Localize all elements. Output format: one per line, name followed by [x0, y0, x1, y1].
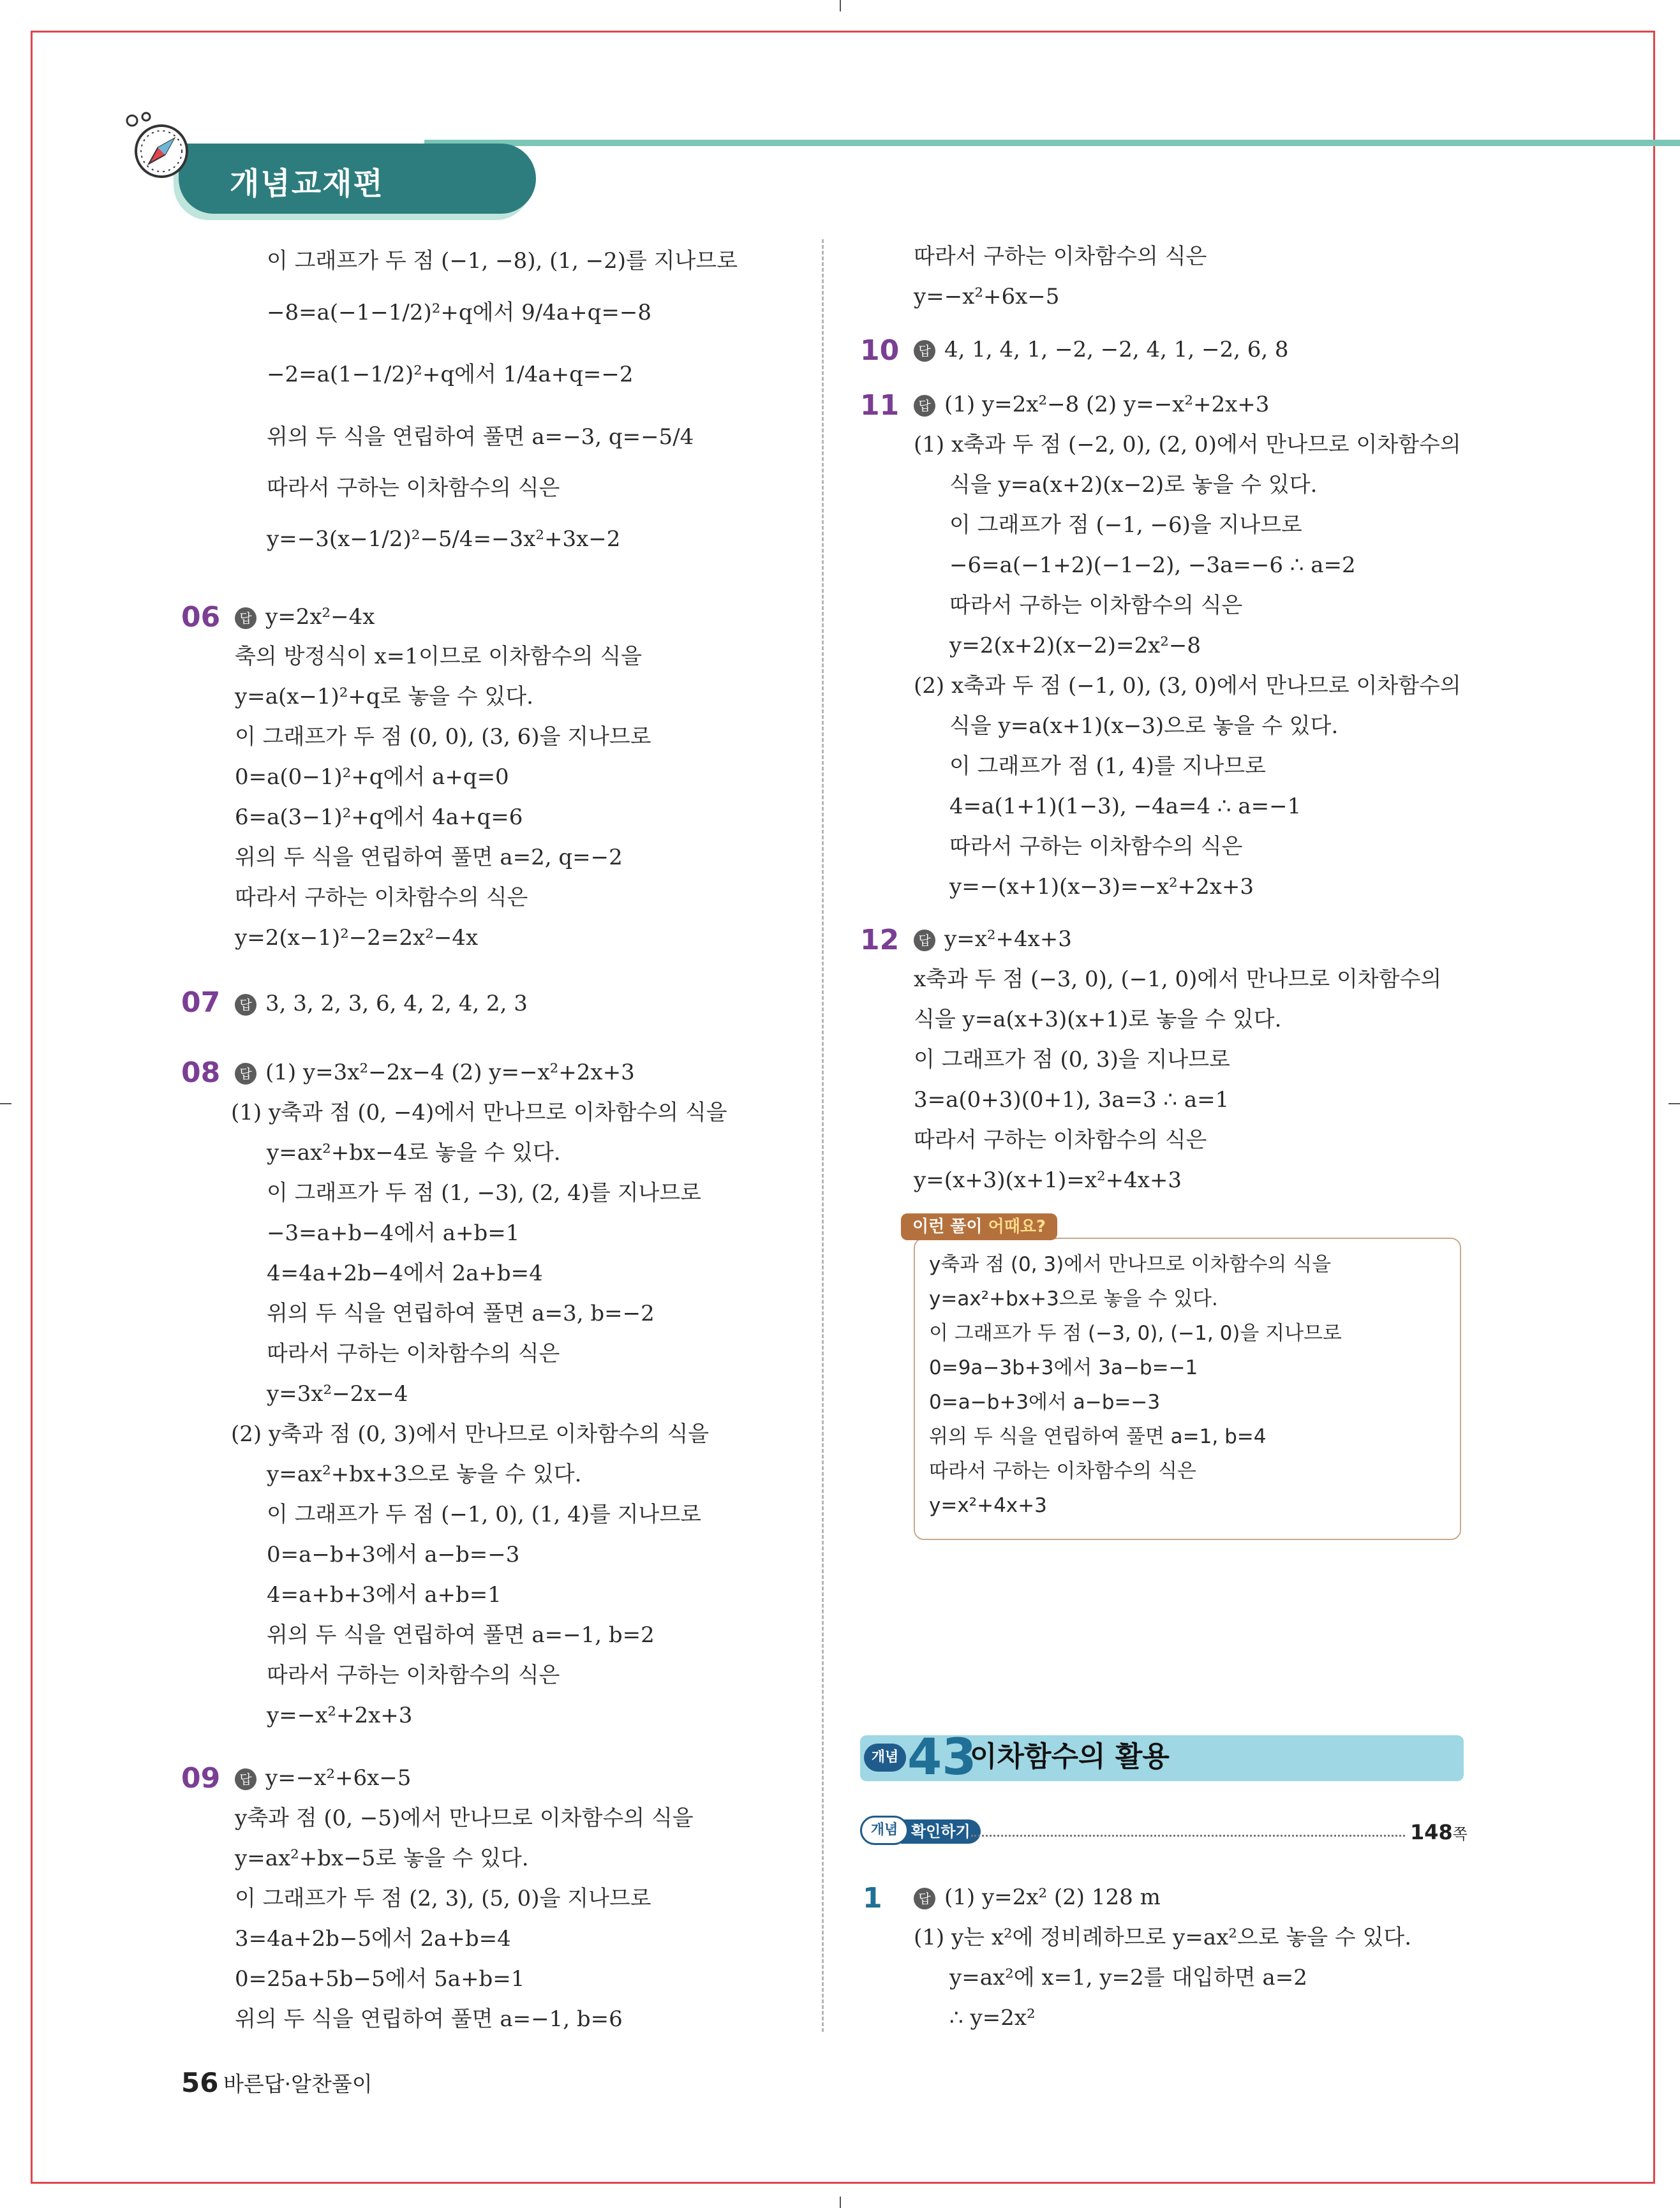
- math-line: y=−x²+6x−5: [914, 284, 1060, 309]
- text-line: 따라서 구하는 이차함수의 식은: [267, 1341, 560, 1367]
- math-line: y=ax²+bx−4로 놓을 수 있다.: [267, 1140, 561, 1166]
- page-reference: [1410, 1822, 1468, 1842]
- answer-badge: 답: [235, 1768, 256, 1790]
- text-line: 축의 방정식이 x=1이므로 이차함수의 식을: [235, 644, 643, 669]
- tip-line: 0=9a−3b+3에서 3a−b=−1: [929, 1356, 1198, 1379]
- dotted-leader: [971, 1835, 1405, 1837]
- question-number: 11: [860, 389, 900, 422]
- answer-line: [235, 1062, 635, 1085]
- answer-badge: 답: [235, 994, 256, 1016]
- tip-line: 이 그래프가 두 점 (−3, 0), (−1, 0)을 지나므로: [929, 1322, 1342, 1345]
- header-title: 개념교재편: [230, 166, 384, 202]
- math-line: 식을 y=a(x+2)(x−2)로 놓을 수 있다.: [949, 472, 1318, 498]
- question-number: 1: [863, 1882, 882, 1915]
- math-line: y=−3(x−1/2)²−5/4=−3x²+3x−2: [267, 526, 621, 552]
- text-line: (1) x축과 두 점 (−2, 0), (2, 0)에서 만나므로 이차함수의: [914, 432, 1461, 457]
- text-line: 따라서 구하는 이차함수의 식은: [949, 834, 1243, 859]
- tip-line: 위의 두 식을 연립하여 풀면 a=1, b=4: [929, 1425, 1267, 1448]
- answer-text: (1) y=3x²−2x−4 (2) y=−x²+2x+3: [265, 1060, 635, 1085]
- answer-line: [914, 394, 1269, 417]
- answer-line: [914, 1886, 1161, 1909]
- alternative-solution-tag: [901, 1213, 1057, 1240]
- math-line: y=(x+3)(x+1)=x²+4x+3: [914, 1167, 1182, 1193]
- math-line: y=2(x−1)²−2=2x²−4x: [235, 925, 479, 951]
- answer-line: [914, 339, 1289, 362]
- tip-line: y=x²+4x+3: [929, 1494, 1047, 1517]
- question-number: 09: [181, 1762, 221, 1795]
- tip-line: 0=a−b+3에서 a−b=−3: [929, 1391, 1161, 1414]
- answer-badge: 답: [914, 395, 935, 417]
- math-line: −6=a(−1+2)(−1−2), −3a=−6 ∴ a=2: [949, 552, 1356, 578]
- page-reference-unit: 쪽: [1452, 1825, 1468, 1843]
- text-line: 따라서 구하는 이차함수의 식은: [949, 593, 1243, 618]
- text-line: 위의 두 식을 연립하여 풀면 a=3, b=−2: [267, 1301, 655, 1326]
- answer-line: [235, 993, 528, 1016]
- math-line: −8=a(−1−1/2)²+q에서 9/4a+q=−8: [267, 300, 651, 325]
- math-line: 0=25a+5b−5에서 5a+b=1: [235, 1966, 525, 1992]
- tip-line: 따라서 구하는 이차함수의 식은: [929, 1460, 1196, 1483]
- math-line: 3=a(0+3)(0+1), 3a=3 ∴ a=1: [914, 1087, 1230, 1113]
- math-line: 4=a+b+3에서 a+b=1: [267, 1582, 502, 1608]
- math-line: y=ax²에 x=1, y=2를 대입하면 a=2: [949, 1965, 1307, 1990]
- math-line: 3=4a+2b−5에서 2a+b=4: [235, 1926, 511, 1952]
- math-line: 0=a(0−1)²+q에서 a+q=0: [235, 764, 509, 790]
- math-line: y=ax²+bx−5로 놓을 수 있다.: [235, 1846, 529, 1871]
- question-number: 08: [181, 1056, 221, 1089]
- text-line: 위의 두 식을 연립하여 풀면 a=−1, b=2: [267, 1622, 655, 1648]
- question-number: 12: [860, 924, 900, 956]
- text-line: 따라서 구하는 이차함수의 식은: [267, 1663, 560, 1688]
- math-line: 4=4a+2b−4에서 2a+b=4: [267, 1261, 543, 1286]
- answer-line: [914, 928, 1072, 951]
- math-line: 식을 y=a(x+1)(x−3)으로 놓을 수 있다.: [949, 713, 1339, 739]
- compass-icon: [124, 112, 195, 182]
- text-line: (1) y는 x²에 정비례하므로 y=ax²으로 놓을 수 있다.: [914, 1925, 1412, 1950]
- text-line: y축과 점 (0, −5)에서 만나므로 이차함수의 식을: [235, 1805, 694, 1831]
- math-line: 4=a(1+1)(1−3), −4a=4 ∴ a=−1: [949, 794, 1302, 819]
- math-line: −2=a(1−1/2)²+q에서 1/4a+q=−2: [267, 362, 634, 387]
- crop-mark: [0, 1103, 11, 1104]
- text-line: 위의 두 식을 연립하여 풀면 a=−1, b=6: [235, 2006, 623, 2032]
- answer-badge: 답: [914, 930, 935, 951]
- text-line: (1) y축과 점 (0, −4)에서 만나므로 이차함수의 식을: [231, 1100, 727, 1125]
- question-number: 07: [181, 986, 221, 1019]
- text-line: 이 그래프가 두 점 (−1, 0), (1, 4)를 지나므로: [267, 1502, 702, 1527]
- answer-badge: 답: [914, 1888, 935, 1909]
- math-line: y=−x²+2x+3: [267, 1703, 413, 1728]
- math-line: ∴ y=2x²: [949, 2005, 1036, 2031]
- answer-badge: 답: [235, 607, 256, 629]
- answer-text: 4, 1, 4, 1, −2, −2, 4, 1, −2, 6, 8: [944, 337, 1289, 362]
- math-line: y=−(x+1)(x−3)=−x²+2x+3: [949, 874, 1254, 900]
- answer-text: (1) y=2x²−8 (2) y=−x²+2x+3: [944, 392, 1270, 417]
- answer-text: (1) y=2x² (2) 128 m: [944, 1885, 1161, 1910]
- book-title: 바른답·알찬풀이: [223, 2071, 373, 2096]
- text-line: 이 그래프가 점 (0, 3)을 지나므로: [914, 1047, 1230, 1072]
- math-line: 식을 y=a(x+3)(x+1)로 놓을 수 있다.: [914, 1007, 1282, 1032]
- concept-badge: 개념: [864, 1744, 906, 1772]
- crop-mark: [840, 0, 841, 11]
- tag-main: 이런 풀이: [912, 1217, 983, 1236]
- tip-line: y=ax²+bx+3으로 놓을 수 있다.: [929, 1287, 1218, 1310]
- text-line: 이 그래프가 점 (−1, −6)을 지나므로: [949, 512, 1302, 538]
- answer-line: [235, 606, 375, 629]
- column-divider: [822, 239, 824, 2032]
- answer-badge: 답: [235, 1063, 256, 1085]
- check-label: 확인하기: [901, 1819, 981, 1844]
- answer-text: y=2x²−4x: [265, 604, 375, 630]
- answer-text: y=x²+4x+3: [944, 926, 1072, 952]
- question-number: 10: [860, 334, 900, 367]
- text-line: 따라서 구하는 이차함수의 식은: [914, 1127, 1207, 1153]
- text-line: 이 그래프가 두 점 (2, 3), (5, 0)을 지나므로: [235, 1886, 651, 1911]
- math-line: y=3x²−2x−4: [267, 1381, 408, 1407]
- answer-badge: 답: [914, 340, 935, 362]
- text-line: 이 그래프가 두 점 (1, −3), (2, 4)를 지나므로: [267, 1180, 702, 1206]
- question-number: 06: [181, 601, 221, 634]
- concept-number: 43: [907, 1729, 977, 1786]
- math-line: y=a(x−1)²+q로 놓을 수 있다.: [235, 684, 533, 709]
- math-line: 0=a−b+3에서 a−b=−3: [267, 1542, 520, 1567]
- text-line: 따라서 구하는 이차함수의 식은: [914, 244, 1207, 269]
- math-line: y=2(x+2)(x−2)=2x²−8: [949, 633, 1201, 658]
- check-badge: 개념: [860, 1816, 909, 1845]
- text-line: (2) y축과 점 (0, 3)에서 만나므로 이차함수의 식을: [231, 1421, 710, 1447]
- math-line: −3=a+b−4에서 a+b=1: [267, 1220, 520, 1246]
- page-reference-number: 148: [1410, 1820, 1453, 1844]
- math-line: 6=a(3−1)²+q에서 4a+q=6: [235, 804, 523, 830]
- page-header: [124, 112, 1680, 214]
- answer-text: y=−x²+6x−5: [265, 1765, 412, 1791]
- text-line: 이 그래프가 점 (1, 4)를 지나므로: [949, 753, 1266, 779]
- page-number: 56: [181, 2067, 219, 2098]
- answer-line: [235, 1767, 411, 1790]
- text-line: 위의 두 식을 연립하여 풀면 a=−3, q=−5/4: [267, 424, 694, 450]
- crop-mark: [840, 2197, 841, 2208]
- text-line: (2) x축과 두 점 (−1, 0), (3, 0)에서 만나므로 이차함수의: [914, 673, 1461, 699]
- text-line: 따라서 구하는 이차함수의 식은: [267, 475, 560, 501]
- concept-title: 이차함수의 활용: [970, 1740, 1170, 1773]
- text-line: 위의 두 식을 연립하여 풀면 a=2, q=−2: [235, 845, 623, 870]
- text-line: 이 그래프가 두 점 (−1, −8), (1, −2)를 지나므로: [267, 248, 738, 274]
- tip-line: y축과 점 (0, 3)에서 만나므로 이차함수의 식을: [929, 1253, 1332, 1276]
- header-rule: [424, 140, 1680, 146]
- text-line: 따라서 구하는 이차함수의 식은: [235, 885, 528, 910]
- math-line: y=ax²+bx+3으로 놓을 수 있다.: [267, 1462, 582, 1487]
- answer-text: 3, 3, 2, 3, 6, 4, 2, 4, 2, 3: [265, 991, 528, 1016]
- crop-mark: [1669, 1103, 1680, 1104]
- text-line: x축과 두 점 (−3, 0), (−1, 0)에서 만나므로 이차함수의: [914, 967, 1442, 992]
- text-line: 이 그래프가 두 점 (0, 0), (3, 6)을 지나므로: [235, 724, 651, 750]
- tag-sub: 어때요?: [982, 1217, 1046, 1236]
